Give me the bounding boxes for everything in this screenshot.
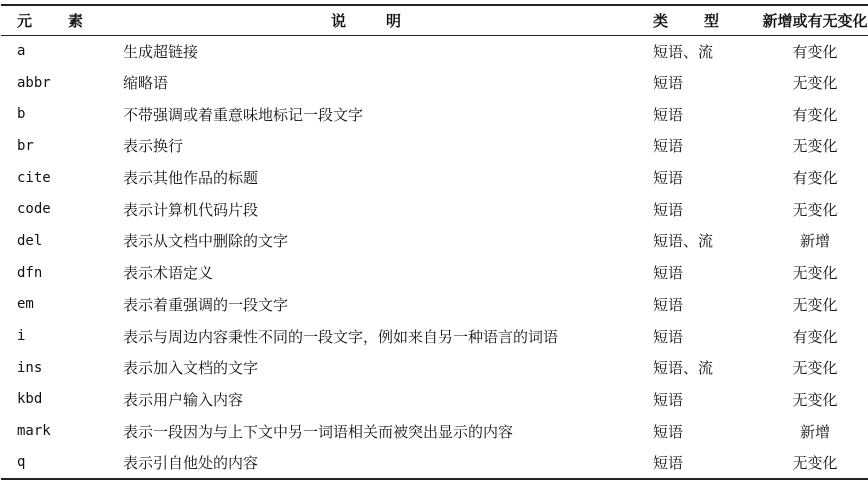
table-row (1, 352, 868, 384)
table-row (1, 257, 868, 289)
cell-type: 短语 (653, 390, 684, 409)
table-row (1, 320, 868, 352)
cell-type: 短语、流 (653, 232, 714, 251)
cell-description: 表示与周边内容秉性不同的一段文字，例如来自另一种语言的词语 (123, 327, 559, 346)
cell-description: 缩略语 (123, 74, 169, 93)
cell-description: 表示用户输入内容 (123, 390, 244, 409)
header-type: 类型 (649, 5, 753, 35)
cell-type: 短语 (653, 169, 684, 188)
cell-element: abbr (17, 74, 51, 91)
html-elements-table (1, 4, 868, 480)
cell-status: 无变化 (792, 295, 838, 314)
table-row (1, 98, 868, 130)
cell-status: 无变化 (792, 390, 838, 409)
cell-status: 无变化 (792, 74, 838, 93)
cell-description: 表示术语定义 (123, 264, 214, 283)
cell-element: cite (17, 169, 51, 186)
cell-element: dfn (17, 264, 43, 281)
table-body (1, 35, 868, 479)
cell-status: 无变化 (792, 264, 838, 283)
table-row (1, 193, 868, 225)
cell-status: 新增 (799, 422, 830, 441)
cell-status: 新增 (799, 232, 830, 251)
cell-type: 短语 (653, 200, 684, 219)
cell-element: q (1, 447, 115, 479)
cell-element: i (17, 328, 26, 345)
cell-status: 有变化 (792, 105, 838, 124)
cell-description: 表示从文档中删除的文字 (123, 232, 289, 251)
cell-type: 短语 (653, 74, 684, 93)
header-row (1, 5, 868, 35)
cell-status: 无变化 (753, 447, 868, 479)
table-row (1, 384, 868, 416)
cell-status: 无变化 (792, 359, 838, 378)
table-row (1, 130, 868, 162)
cell-description: 表示其他作品的标题 (123, 169, 259, 188)
table-row (1, 415, 868, 447)
cell-status: 无变化 (792, 200, 838, 219)
table-row (1, 447, 868, 479)
header-status: 新增或有无变化 (753, 5, 868, 35)
cell-status: 无变化 (792, 137, 838, 156)
cell-element: kbd (17, 391, 43, 408)
cell-description: 表示加入文档的文字 (123, 359, 259, 378)
cell-type: 短语 (653, 137, 684, 156)
cell-type: 短语 (653, 422, 684, 441)
cell-description: 表示着重强调的一段文字 (123, 295, 289, 314)
cell-type: 短语 (653, 105, 684, 124)
cell-type: 短语 (653, 264, 684, 283)
table-row (1, 289, 868, 321)
cell-type: 短语、流 (653, 359, 714, 378)
cell-type: 短语、流 (653, 42, 714, 61)
cell-element: ins (17, 359, 43, 376)
table-row (1, 67, 868, 99)
cell-status: 有变化 (792, 42, 838, 61)
cell-description: 表示计算机代码片段 (123, 200, 259, 219)
cell-type: 短语 (653, 295, 684, 314)
cell-element: code (17, 201, 51, 218)
cell-description: 生成超链接 (123, 42, 199, 61)
cell-element: mark (17, 423, 51, 440)
cell-element: a (17, 43, 26, 60)
cell-type: 短语 (653, 327, 684, 346)
cell-status: 有变化 (792, 327, 838, 346)
cell-description: 不带强调或着重意味地标记一段文字 (123, 105, 364, 124)
cell-element: b (17, 106, 26, 123)
cell-description: 表示换行 (123, 137, 184, 156)
cell-description: 表示引自他处的内容 (115, 447, 649, 479)
table-row (1, 35, 868, 67)
table-header (1, 5, 868, 35)
header-element: 元素 (1, 5, 115, 35)
cell-element: em (17, 296, 34, 313)
cell-type: 短语 (649, 447, 753, 479)
table-row (1, 162, 868, 194)
cell-element: br (17, 137, 34, 154)
table-row (1, 225, 868, 257)
cell-status: 有变化 (792, 169, 838, 188)
cell-element: del (17, 232, 43, 249)
header-description: 说明 (115, 5, 649, 35)
cell-description: 表示一段因为与上下文中另一词语相关而被突出显示的内容 (123, 422, 514, 441)
